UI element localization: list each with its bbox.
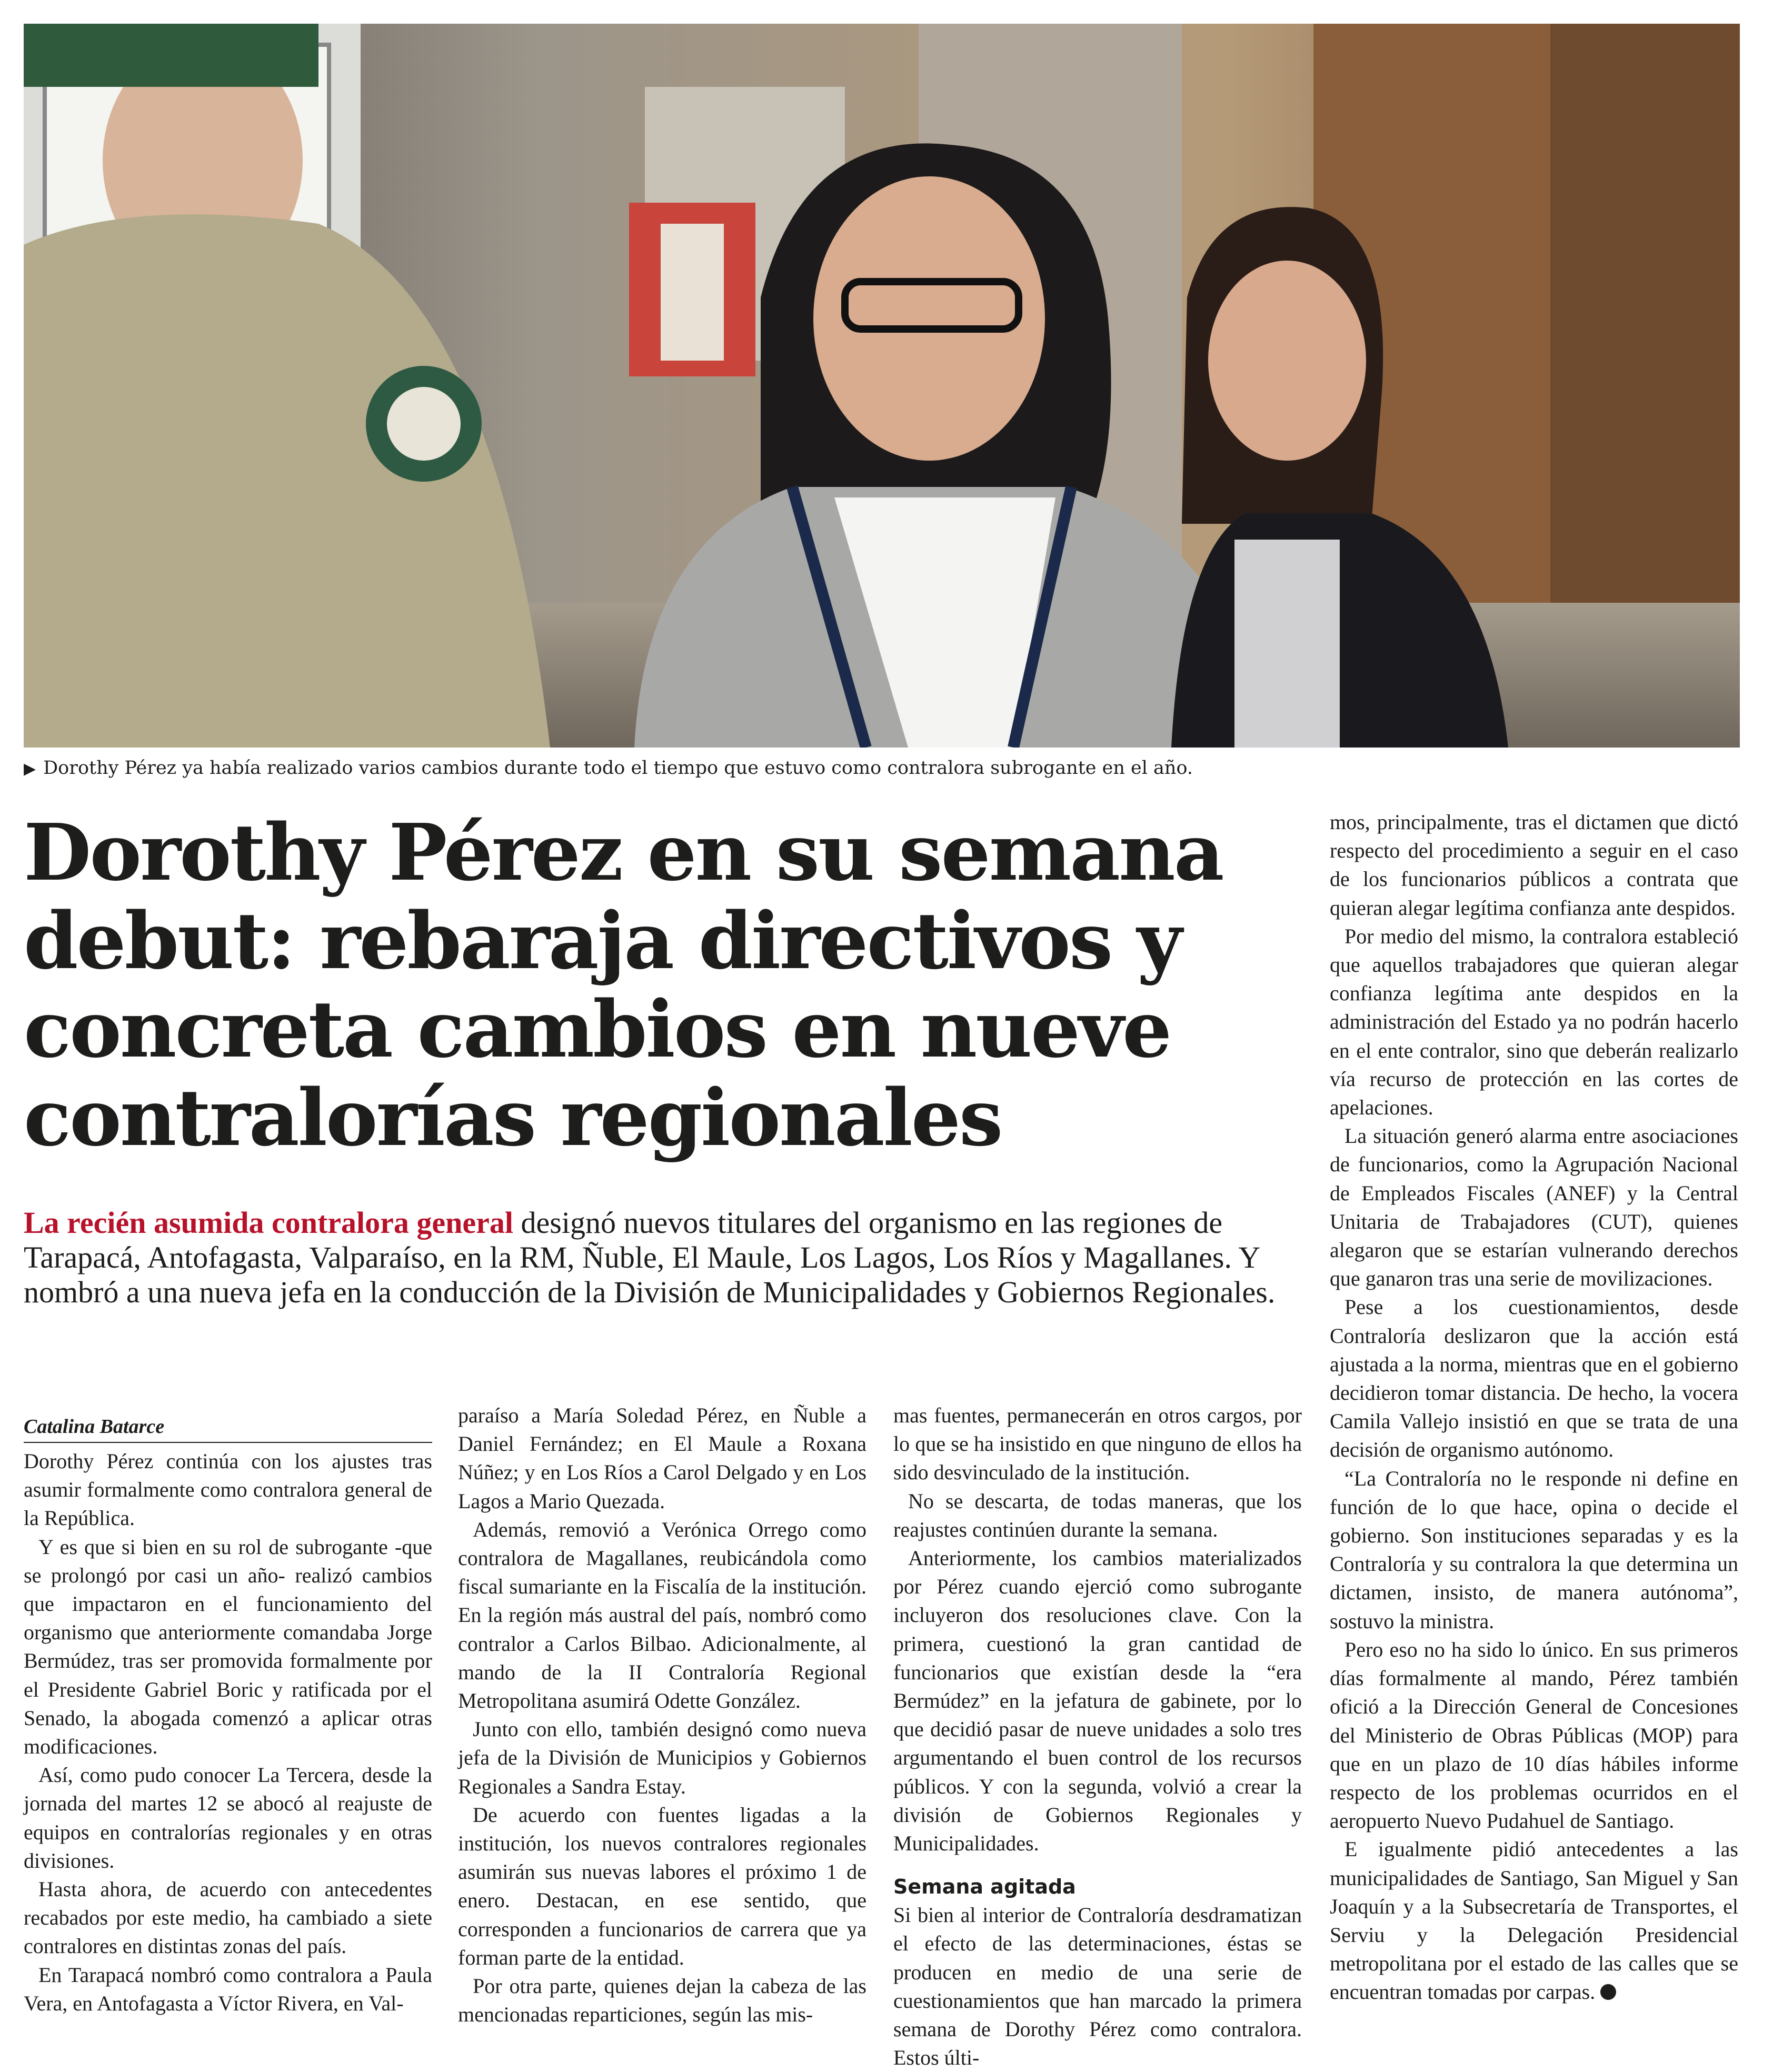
deck-text: designó nuevos titulares del organismo en las regiones de Tarapacá, Antofagasta, Valparaíso, en la RM, Ñuble, El Maule, Los Lagos, Los Ríos y Magallanes. Y nombró a una nueva jefa en la conducción de la División de Municipalidades y Gobiernos Regionales.: [24, 1206, 1276, 1309]
paragraph-last: [1330, 1835, 1738, 2006]
paragraph: Y es que si bien en su rol de subrogante -que se prolongó por casi un año- realizó cambios que impactaron en el funcionamiento del organismo que anteriormente comandaba Jorge Bermúdez, tras ser promovida formalmente por el Presidente Gabriel Boric y ratificada por el Senado, la abogada comenzó a aplicar otras modificaciones.: [24, 1535, 432, 1759]
headline-line: Dorothy Pérez en su semana: [24, 806, 1223, 898]
article-column-3: [893, 1401, 1302, 2072]
article-column-4: [1330, 808, 1738, 2007]
subhead: Semana agitada: [893, 1875, 1076, 1899]
caption-text: Dorothy Pérez ya había realizado varios cambios durante todo el tiempo que estuvo como contralora subrogante en el año.: [43, 758, 1193, 779]
paragraph: Por medio del mismo, la contralora estableció que aquellos trabajadores que quieran alegar confianza legítima ante despidos en la administración del Estado ya no podrán hacerlo en el ente contralor, sino que deberán realizarlo vía recurso de protección en las cortes de apelaciones.: [1330, 924, 1738, 1120]
paragraph: La situación generó alarma entre asociaciones de funcionarios, como la Agrupación Nacional de Empleados Fiscales (ANEF) y la Central Unitaria de Trabajadores (CUT), quienes alegaron que se estarían vulnerando derechos que ganaron tras una serie de movilizaciones.: [1330, 1124, 1738, 1291]
paragraph: Pese a los cuestionamientos, desde Contraloría deslizaron que la acción está ajustada a la norma, mientras que en el gobierno decidieron tomar distancia. De hecho, la vocera Camila Vallejo insistió en que se trata de una decisión de organismo autónomo.: [1330, 1295, 1738, 1462]
paragraph: Anteriormente, los cambios materializados por Pérez cuando ejerció como subrogante incluyeron dos resoluciones clave. Con la primera, cuestionó la gran cantidad de funcionarios que existían desde la “era Bermúdez” en la jefatura de gabinete, por lo que decidió pasar de nueve unidades a solo tres argumentando el buen control de los recursos públicos. Y con la segunda, volvió a crear la división de Gobiernos Regionales y Municipalidades.: [893, 1546, 1302, 1856]
headline-line: concreta cambios en nueve: [24, 983, 1171, 1075]
paragraph: “La Contraloría no le responde ni define en función de lo que hace, opina o decide el gobierno. Son instituciones separadas y es la Contraloría y su contralora la que determina un dictamen, insisto, de manera autónoma”, sostuvo la ministra.: [1330, 1466, 1738, 1633]
article-column-2: [458, 1401, 866, 2029]
paragraph: De acuerdo con fuentes ligadas a la institución, los nuevos contralores regionales asumirán sus nuevas labores el próximo 1 de enero. Destacan, en ese sentido, que corresponden a funcionarios de carrera que ya forman parte de la entidad.: [458, 1802, 866, 1969]
paragraph: Además, removió a Verónica Orrego como contralora de Magallanes, reubicándola como fiscal sumariante en la Fiscalía de la institución. En la región más austral del país, nombró como contralor a Carlos Bilbao. Adicionalmente, al mando de la II Contraloría Regional Metropolitana asumirá Odette González.: [458, 1517, 866, 1713]
paragraph-text: Pero eso no ha sido lo único. En sus primeros días formalmente al mando, Pérez también ofició a la Dirección General de Concesiones del Ministerio de Obras Públicas (MOP) para que en un plazo de 10 días hábiles informe respecto de los problemas ocurridos en el aeropuerto Nuevo Pudahuel de Santiago.: [1330, 1637, 1738, 1833]
article-column-1: [24, 1413, 432, 2018]
paragraph: [1330, 1636, 1738, 1835]
paragraph: mas fuentes, permanecerán en otros cargos, por lo que se ha insistido en que ninguno de ellos ha sido desvinculado de la institución.: [893, 1403, 1302, 1485]
paragraph: Junto con ello, también designó como nueva jefa de la División de Municipios y Gobiernos Regionales a Sandra Estay.: [458, 1717, 866, 1798]
paragraph: mos, principalmente, tras el dictamen que dictó respecto del procedimiento a seguir en el caso de los funcionarios públicos a contrata que quieran alegar legítima confianza ante despidos.: [1330, 810, 1738, 920]
paragraph: En Tarapacá nombró como contralora a Paula Vera, en Antofagasta a Víctor Rivera, en Val-: [24, 1963, 432, 2015]
paragraph: Si bien al interior de Contraloría desdramatizan el efecto de las determinaciones, éstas se producen en medio de una serie de cuestionamientos que han marcado la primera semana de Dorothy Pérez como contralora. Estos últi-: [893, 1903, 1302, 2070]
headline: [24, 808, 1308, 1162]
news-photo-icon: [24, 24, 1740, 748]
deck-lead: La recién asumida contralora general: [24, 1206, 514, 1240]
end-of-article-icon: [1600, 1984, 1616, 2000]
headline-line: contralorías regionales: [24, 1072, 1002, 1163]
paragraph: Dorothy Pérez continúa con los ajustes tras asumir formalmente como contralora general de la República.: [24, 1449, 432, 1530]
news-photo: [24, 24, 1740, 748]
deck: [24, 1206, 1324, 1310]
paragraph: No se descarta, de todas maneras, que los reajustes continúen durante la semana.: [893, 1489, 1302, 1541]
caption-arrow-icon: ▶: [24, 760, 36, 778]
paragraph: paraíso a María Soledad Pérez, en Ñuble a Daniel Fernández; en El Maule a Roxana Núñez; y en Los Ríos a Carol Delgado y en Los Lagos a Mario Quezada.: [458, 1403, 866, 1513]
byline: Catalina Batarce: [24, 1413, 432, 1443]
paragraph: Hasta ahora, de acuerdo con antecedentes recabados por este medio, ha cambiado a siete contralores en distintas zonas del país.: [24, 1877, 432, 1958]
paragraph: Así, como pudo conocer La Tercera, desde la jornada del martes 12 se abocó al reajuste de equipos en contralorías regionales y en otras divisiones.: [24, 1763, 432, 1872]
paragraph: Por otra parte, quienes dejan la cabeza de las mencionadas reparticiones, según las mis-: [458, 1974, 866, 2027]
paragraph-text: E igualmente pidió antecedentes a las municipalidades de Santiago, San Miguel y San Joaquín y a la Subsecretaría de Transportes, el Serviu y la Delegación Presidencial metropolitana por el estado de las calles que se encuentran tomadas por carpas.: [1330, 1837, 1738, 2004]
headline-line: debut: rebaraja directivos y: [24, 895, 1181, 987]
photo-caption: [24, 755, 1740, 782]
